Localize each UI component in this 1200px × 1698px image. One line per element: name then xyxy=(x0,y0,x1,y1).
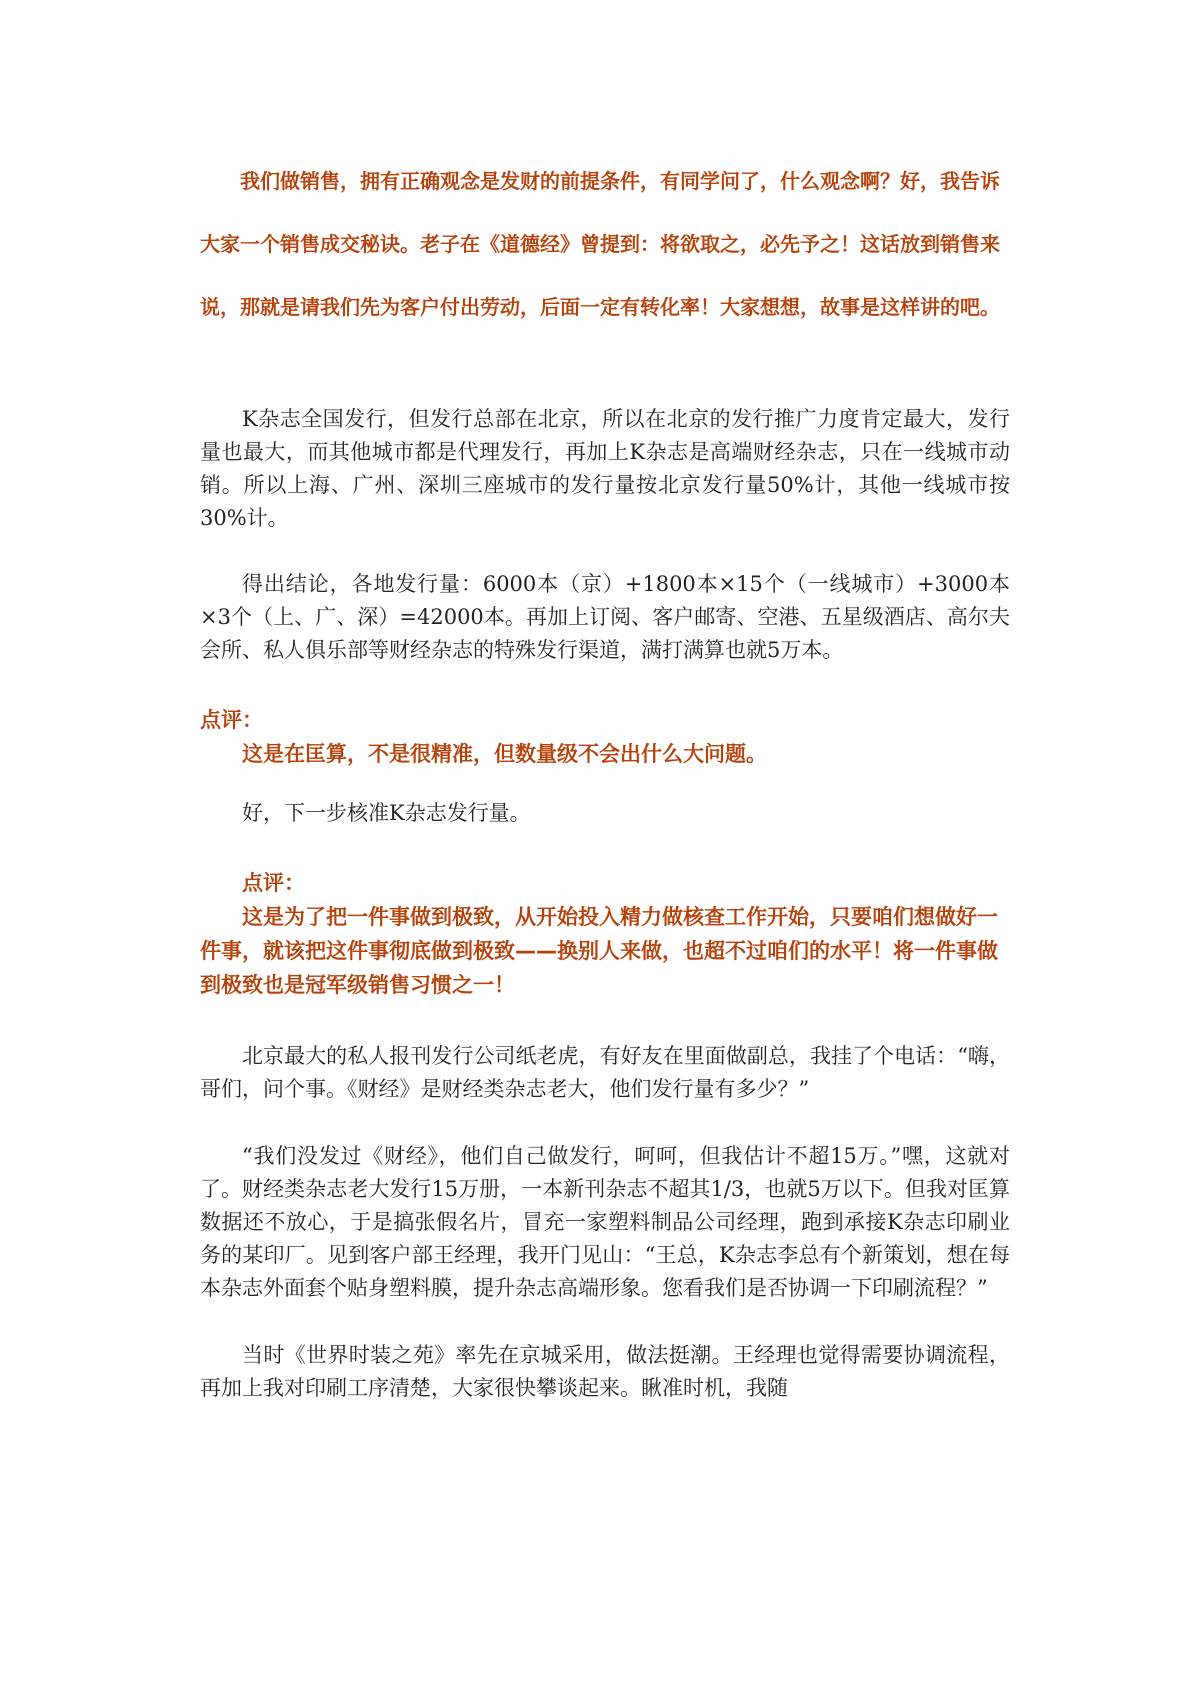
body-paragraph-4: 北京最大的私人报刊发行公司纸老虎，有好友在里面做副总，我挂了个电话：“嗨，哥们，问个事。《财经》是财经类杂志老大，他们发行量有多少？” xyxy=(200,1044,1010,1101)
comment-label-2: 点评： xyxy=(242,871,305,895)
body-paragraph-2: 得出结论，各地发行量：6000本（京）+1800本×15个（一线城市）+3000本×3个（上、广、深）=42000本。再加上订阅、客户邮寄、空港、五星级酒店、高尔夫会所、私人俱乐部等财经杂志的特殊发行渠道，满打满算也就5万本。 xyxy=(200,572,1010,662)
comment-text-1: 这是在匡算，不是很精准，但数量级不会出什么大问题。 xyxy=(242,742,767,766)
document-body xyxy=(200,150,1010,1405)
comment-text-2: 这是为了把一件事做到极致，从开始投入精力做核查工作开始，只要咱们想做好一件事，就该把这件事彻底做到极致——换别人来做，也超不过咱们的水平！将一件事做到极致也是冠军级销售习惯之一！ xyxy=(200,905,998,997)
comment-label-1: 点评： xyxy=(200,708,263,732)
body-paragraph-6: 当时《世界时装之苑》率先在京城采用，做法挺潮。王经理也觉得需要协调流程，再加上我对印刷工序清楚，大家很快攀谈起来。瞅准时机，我随 xyxy=(200,1343,1010,1400)
body-paragraph-3: 好，下一步核准K杂志发行量。 xyxy=(242,801,531,825)
body-paragraph-5: “我们没发过《财经》，他们自己做发行，呵呵，但我估计不超15万。”嘿，这就对了。财经类杂志老大发行15万册，一本新刊杂志不超其1/3，也就5万以下。但我对匡算数据还不放心，于是搞张假名片，冒充一家塑料制品公司经理，跑到承接K杂志印刷业务的某印厂。见到客户部王经理，我开门见山：“王总，K杂志李总有个新策划，想在每本杂志外面套个贴身塑料膜，提升杂志高端形象。您看我们是否协调一下印刷流程？” xyxy=(200,1144,1010,1300)
intro-highlight-paragraph: 我们做销售，拥有正确观念是发财的前提条件，有同学问了，什么观念啊？好，我告诉大家一个销售成交秘诀。老子在《道德经》曾提到：将欲取之，必先予之！这话放到销售来说，那就是请我们先为客户付出劳动，后面一定有转化率！大家想想，故事是这样讲的吧。 xyxy=(200,169,1000,319)
body-paragraph-1: K杂志全国发行，但发行总部在北京，所以在北京的发行推广力度肯定最大，发行量也最大，而其他城市都是代理发行，再加上K杂志是高端财经杂志，只在一线城市动销。所以上海、广州、深圳三座城市的发行量按北京发行量50%计，其他一线城市按30%计。 xyxy=(200,407,1010,530)
